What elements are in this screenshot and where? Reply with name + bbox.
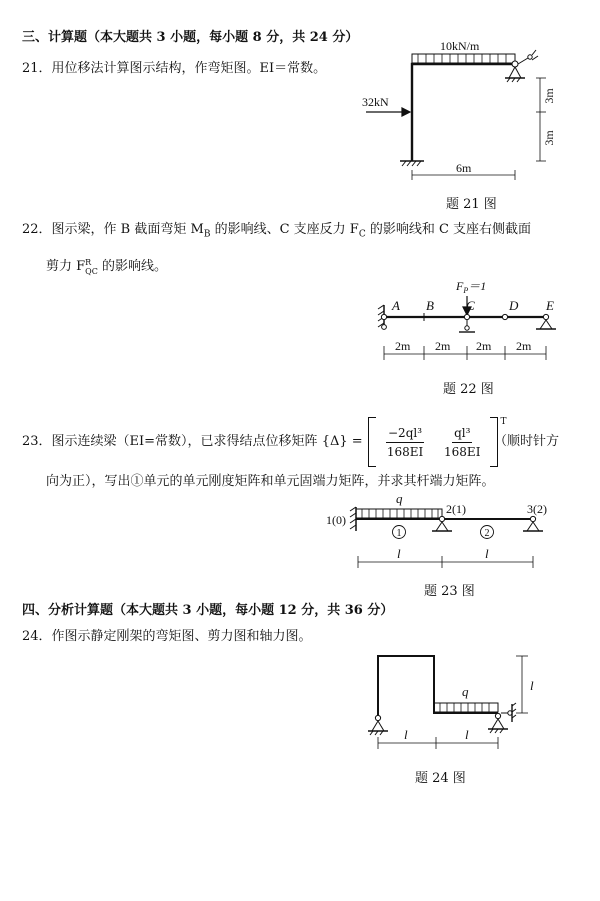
point-force-21 (366, 108, 410, 116)
node-1: 1(0) (326, 513, 346, 527)
section-4-title: 四、分析计算题（本大题共 3 小题，每小题 12 分，共 36 分） (22, 603, 394, 618)
figure-21 (0, 30, 600, 230)
elem-1: 1 (396, 528, 402, 539)
dim-22-2: 2m (435, 339, 451, 353)
question-22-line1: 22．图示梁，作 B 截面弯矩 $M_B$ 的影响线、C 支座反力 $F_C$ 的影响线和 C 支座右侧截面 (22, 222, 532, 240)
load-label-22: $F_P=1$ (456, 279, 487, 295)
figure-23 (0, 490, 600, 580)
caption-23: 题 23 图 (424, 584, 475, 599)
question-24-text: 24．作图示静定刚架的弯矩图、剪力图和轴力图。 (22, 629, 312, 644)
distributed-load-21 (412, 54, 515, 63)
load-label-23: q (396, 491, 403, 506)
displacement-matrix: $\frac{\text{−2ql³}}{168EI}$ $\frac{\text{ql³}}{168EI}$ $^T$ (368, 417, 506, 467)
load-label-24: q (462, 684, 469, 699)
node-3: 3(2) (527, 502, 547, 516)
question-22-line2: 剪力 F R QC 的影响线。 (46, 257, 167, 276)
dim-h2-21: 3m (542, 130, 556, 146)
question-21-text: 21．用位移法计算图示结构，作弯矩图。EI＝常数。 (22, 61, 327, 76)
fixed-support-21 (400, 161, 424, 166)
question-23-line1-post: （顺时针方 (494, 434, 560, 449)
figure-22 (0, 270, 600, 390)
caption-24: 题 24 图 (415, 771, 466, 786)
pin-support-21 (505, 50, 538, 82)
len-23-2: l (485, 546, 489, 561)
node-2: 2(1) (446, 502, 466, 516)
label-D: D (509, 298, 519, 313)
load-label-21: 10kN/m (440, 39, 480, 53)
section-3-title: 三、计算题（本大题共 3 小题，每小题 8 分，共 24 分） (22, 30, 359, 45)
caption-22: 题 22 图 (443, 382, 494, 397)
len-24-1: l (404, 727, 408, 742)
label-B: B (426, 298, 434, 313)
elem-2: 2 (484, 528, 490, 539)
question-23-line2: 向为正），写出①单元的单元刚度矩阵和单元固端力矩阵，并求其杆端力矩阵。 (46, 474, 495, 489)
len-24-2: l (465, 727, 469, 742)
figure-24 (0, 648, 600, 768)
question-23-line1-pre: 23．图示连续梁（EI=常数），已求得结点位移矩阵 {Δ} = (22, 434, 363, 449)
label-C: C (466, 298, 475, 313)
dim-22-3: 2m (476, 339, 492, 353)
dim-w-21: 6m (456, 161, 472, 175)
dim-22-1: 2m (395, 339, 411, 353)
dim-22-4: 2m (516, 339, 532, 353)
label-A: A (392, 298, 400, 313)
label-E: E (546, 298, 554, 313)
caption-21: 题 21 图 (446, 197, 497, 212)
len-24-v: l (530, 678, 534, 693)
dim-h1-21: 3m (542, 88, 556, 104)
force-label-21: 32kN (362, 95, 389, 109)
len-23-1: l (397, 546, 401, 561)
